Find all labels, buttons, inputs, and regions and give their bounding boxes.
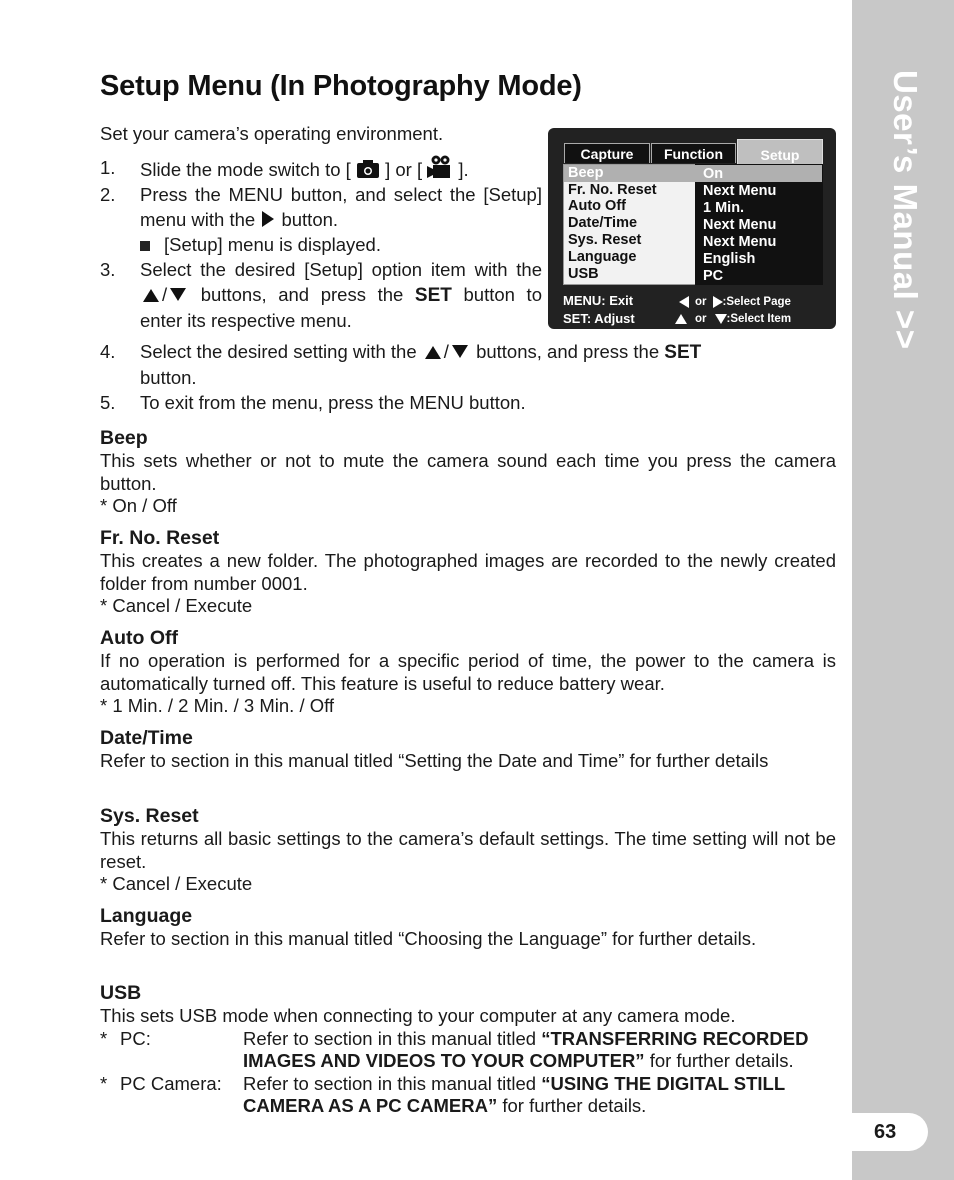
step-text: button to enter its respective menu. [140,284,542,331]
step-2-bullet [100,232,542,257]
section-body: This creates a new folder. The photographed images are recorded to the newly created folder from number 0001. [100,550,836,594]
lcd-value: Next Menu [703,183,777,199]
lcd-tab-setup: Setup [737,139,823,165]
down-arrow-icon [715,314,727,324]
usb-option-text: for further details. [649,1050,794,1071]
section-date-time [100,727,836,773]
lcd-select-page-label: :Select Page [722,296,791,308]
usb-option-pc [100,1028,836,1073]
lcd-value: Next Menu [703,217,777,233]
lcd-select-page [679,294,791,310]
step-text: ]. [458,159,469,180]
section-options: * Cancel / Execute [100,595,253,616]
step-text: Select the desired [Setup] option item with the [140,259,542,280]
lcd-item: Fr. No. Reset [568,182,657,198]
section-options: * Cancel / Execute [100,873,253,894]
step-number: 1. [100,157,116,178]
camera-icon [356,159,380,179]
usb-option-label: PC Camera: [120,1072,222,1094]
lcd-select-item [675,311,791,327]
usb-option-label: PC: [120,1027,151,1049]
lcd-item: Date/Time [568,215,638,231]
bullet-star: * [100,1072,108,1094]
left-arrow-icon [679,296,689,308]
step-text: button. [281,209,339,230]
section-beep [100,427,836,518]
section-heading: Auto Off [100,627,178,649]
step-2 [100,182,542,232]
usb-option-text: Refer to section in this manual titled [243,1027,537,1049]
section-sys-reset [100,805,836,896]
lcd-menu-exit: MENU: Exit [563,293,634,308]
step-number: 3. [100,259,116,280]
usb-option-reference: “USING THE DIGITAL STILL CAMERA AS A PC CAMERA” [243,1072,785,1116]
usb-option-pc-camera [100,1073,836,1118]
step-text: ] or [ [385,159,423,180]
set-label: SET [664,342,702,363]
lcd-tab-function: Function [651,143,736,163]
lcd-item: Beep [568,165,604,181]
section-options: * On / Off [100,495,177,516]
steps-list-bottom [100,339,836,415]
section-usb [100,982,836,1118]
section-heading: Date/Time [100,727,193,749]
usb-option-text: for further details. [502,1095,647,1116]
video-camera-icon [427,155,453,179]
lcd-or: or [695,313,707,325]
usb-option-text: Refer to section in this manual titled [243,1072,537,1094]
step-text: buttons, and press the [476,341,660,362]
sidebar-title: User’s Manual >> [887,70,924,350]
right-arrow-icon [713,296,723,308]
section-heading: Language [100,905,193,927]
steps-list-top [100,155,542,333]
slash: / [162,284,168,305]
lcd-value: 1 Min. [703,200,745,216]
section-body: Refer to section in this manual titled “Setting the Date and Time” for further details [100,750,769,771]
section-body: This returns all basic settings to the camera’s default settings. The time setting will not be reset. [100,828,836,872]
lcd-value: English [703,251,756,267]
set-label: SET [414,285,452,306]
section-body: This sets USB mode when connecting to your computer at any camera mode. [100,1005,736,1026]
lcd-select-item-label: :Select Item [726,313,792,325]
step-3 [100,257,542,333]
lcd-or: or [695,296,707,308]
down-arrow-icon [452,345,468,358]
section-body: Refer to section in this manual titled “Choosing the Language” for further details. [100,928,757,949]
step-5 [100,390,836,415]
step-text: button. [140,367,197,388]
section-auto-off [100,627,836,718]
bullet-star: * [100,1027,108,1049]
step-4 [100,339,836,390]
section-language [100,905,836,951]
intro-text: Set your camera’s operating environment. [100,123,444,144]
section-options: * 1 Min. / 2 Min. / 3 Min. / Off [100,695,335,716]
step-text: Select the desired setting with the [140,341,417,362]
lcd-item: Language [568,249,637,265]
lcd-item: USB [568,266,599,282]
square-bullet-icon [140,241,150,251]
step-number: 5. [100,392,116,413]
up-arrow-icon [425,346,441,359]
section-heading: Sys. Reset [100,805,199,827]
down-arrow-icon [170,288,186,301]
up-arrow-icon [675,314,687,324]
usb-option-reference: “TRANSFERRING RECORDED IMAGES AND VIDEOS TO YOUR COMPUTER” [243,1027,809,1071]
section-heading: Beep [100,427,148,449]
step-number: 4. [100,341,116,362]
lcd-tab-capture: Capture [564,143,650,163]
step-text: To exit from the menu, press the MENU button. [140,392,526,413]
page-number: 63 [850,1113,928,1151]
section-heading: Fr. No. Reset [100,527,220,549]
up-arrow-icon [143,289,159,302]
lcd-item: Sys. Reset [568,232,642,248]
section-fr-no-reset [100,527,836,618]
lcd-value: PC [703,268,724,284]
lcd-set-adjust: SET: Adjust [563,311,635,326]
section-body: This sets whether or not to mute the camera sound each time you press the camera button. [100,450,836,494]
lcd-item: Auto Off [568,198,626,214]
step-text: Press the MENU button, and select the [Setup] menu with the [140,184,542,230]
step-text: Slide the mode switch to [ [140,159,351,180]
section-heading: USB [100,982,142,1004]
slash: / [443,341,449,362]
lcd-value: Next Menu [703,234,777,250]
step-number: 2. [100,184,116,205]
camera-lcd-menu [548,128,836,329]
page-title: Setup Menu (In Photography Mode) [100,70,582,102]
step-text: buttons, and press the [200,284,404,305]
section-body: If no operation is performed for a specific period of time, the power to the camera is automatically turned off. This feature is useful to reduce battery wear. [100,650,836,694]
lcd-value: On [703,166,724,182]
bullet-text: [Setup] menu is displayed. [164,234,381,255]
right-arrow-icon [262,211,274,227]
step-1 [100,155,542,182]
